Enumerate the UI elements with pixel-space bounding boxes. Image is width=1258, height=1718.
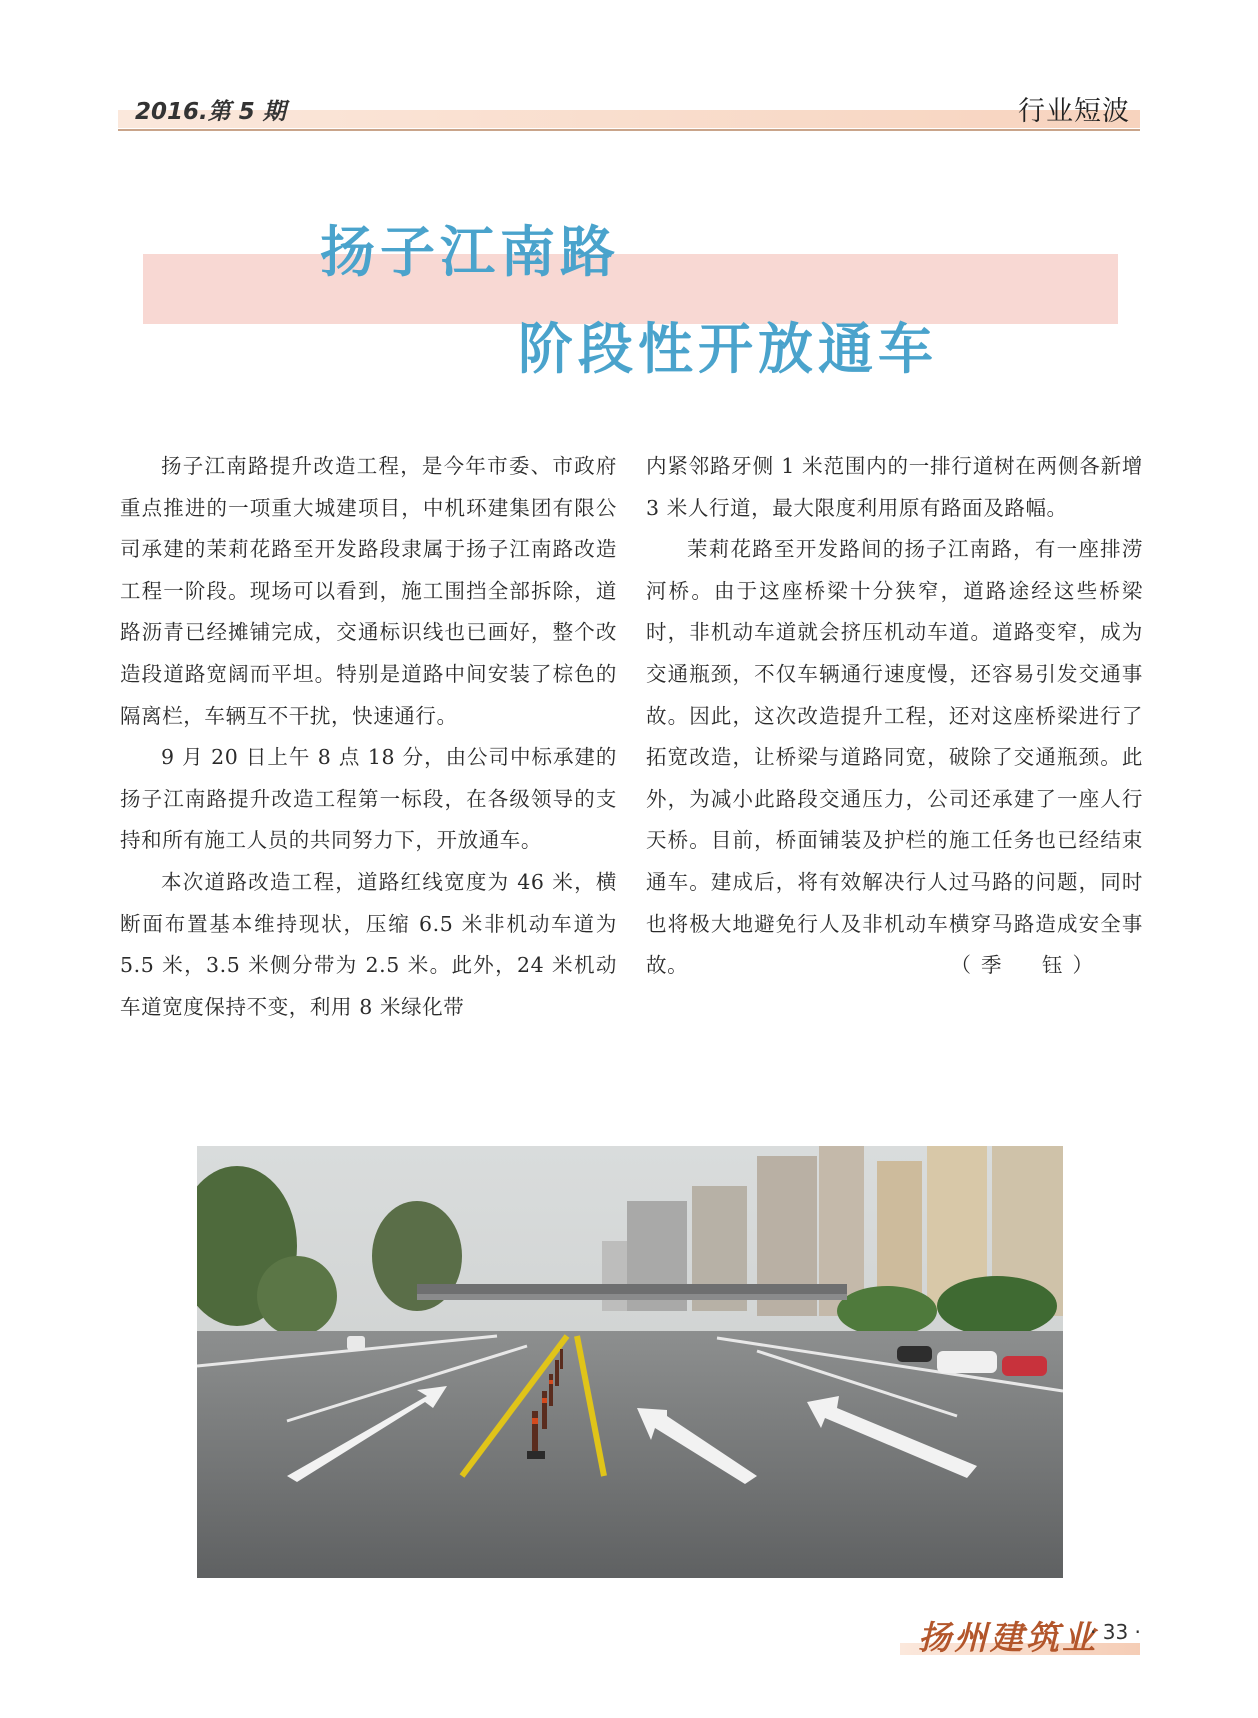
article-column-right [646,446,1143,987]
author-credit: （季 钰） [950,953,1103,978]
road-photo-illustration [197,1146,1063,1578]
title-line-2: 阶段性开放通车 [518,317,939,381]
paragraph: 9 月 20 日上午 8 点 18 分，由公司中标承建的扬子江南路提升改造工程第一标段，在各级领导的支持和所有施工人员的共同努力下，开放通车。 [120,745,617,853]
paragraph: 扬子江南路提升改造工程，是今年市委、市政府重点推进的一项重大城建项目，中机环建集团有限公司承建的茉莉花路至开发路段隶属于扬子江南路改造工程一阶段。现场可以看到，施工围挡全部拆除，道路沥青已经摊铺完成，交通标识线也已画好，整个改造段道路宽阔而平坦。特别是道路中间安装了棕色的隔离栏，车辆互不干扰，快速通行。 [120,454,617,728]
road-photo [197,1146,1063,1578]
issue-label: 2016.第 5 期 [135,99,286,125]
paragraph-text: 茉莉花路至开发路间的扬子江南路，有一座排涝河桥。由于这座桥梁十分狭窄，道路途经这些桥梁时，非机动车道就会挤压机动车道。道路变窄，成为交通瓶颈，不仅车辆通行速度慢，还容易引发交通事故。因此，这次改造提升工程，还对这座桥梁进行了拓宽改造，让桥梁与道路同宽，破除了交通瓶颈。此外，为减小此路段交通压力，公司还承建了一座人行天桥。目前，桥面铺装及护栏的施工任务也已经结束通车。建成后，将有效解决行人过马路的问题，同时也将极大地避免行人及非机动车横穿马路造成安全事故。 [646,537,1143,978]
magazine-logo: 扬州建筑业 [918,1618,1098,1657]
page-number: · 33 · [1090,1620,1141,1644]
paragraph: 本次道路改造工程，道路红线宽度为 46 米，横断面布置基本维持现状，压缩 6.5 米非机动车道为 5.5 米，3.5 米侧分带为 2.5 米。此外，24 米机动车道宽度保持不变，利用 8 米绿化带 [120,869,617,1019]
paragraph-continued: 内紧邻路牙侧 1 米范围内的一排行道树在两侧各新增 3 米人行道，最大限度利用原有路面及路幅。 [646,454,1143,520]
title-line-1: 扬子江南路 [320,220,621,284]
section-label: 行业短波 [1018,96,1130,127]
header-rule [118,129,1140,131]
paragraph [646,529,1143,987]
article-column-left [120,446,617,1028]
